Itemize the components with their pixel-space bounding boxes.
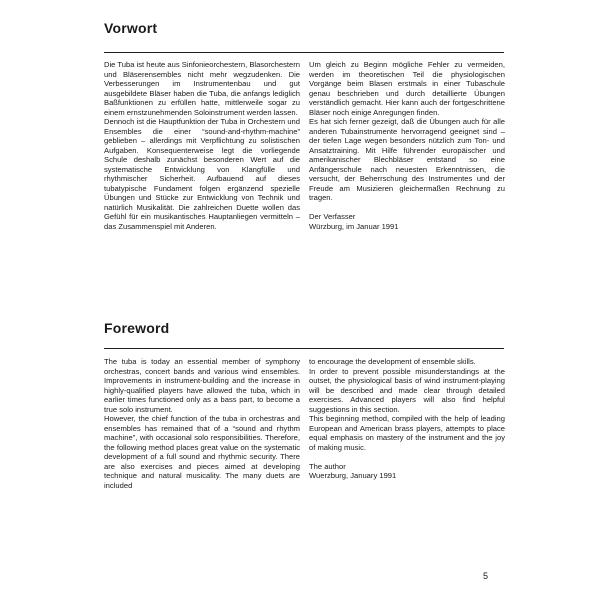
place-date: Wuerzburg, January 1991 xyxy=(309,471,397,480)
foreword-divider xyxy=(104,348,504,349)
paragraph: Dennoch ist die Hauptfunktion der Tuba in Orchestern und Ensembles die einer “sound-and-rhythm-machine” geblieben – allerdings mit Verpflichtung zu solistischen Aufgaben. Konsequenterweise legt die vorliegende Schule deshalb zunächst besonderen Wert auf die systematische Entwicklung von Klangfülle und rhythmischer Sicherheit. Aufbauend auf dieses tubatypische Fundament folgen ergänzend spezielle Übungen und Stücke zur Entwicklung von Technik und natürlich Musikalität. Die zahlreichen Duette wollen das Gefühl für ein musikantisches Hauptanliegen vermitteln – das Zusammenspiel mit Anderen. xyxy=(104,117,300,231)
vorwort-divider xyxy=(104,52,504,53)
vorwort-right-column xyxy=(309,60,505,231)
paragraph: to encourage the development of ensemble skills. xyxy=(309,357,476,366)
foreword-left-column xyxy=(104,357,300,490)
paragraph: Es hat sich ferner gezeigt, daß die Übungen auch für alle anderen Tubainstrumente hervorragend geeignet sind – der tiefen Lage wegen besonders nützlich zum Ton- und Ansatztraining. Mit Hilfe führender europäischer und amerikanischer Blechbläser entstand so eine Anfängerschule nach neuesten Erkenntnissen, die versucht, der Beherrschung des Instrumentes und der Freude am Musizieren gleichermaßen Rechnung zu tragen. xyxy=(309,117,505,202)
place-date: Würzburg, im Januar 1991 xyxy=(309,221,399,231)
foreword-right-column xyxy=(309,357,505,481)
paragraph: In order to prevent possible misunderstandings at the outset, the physiological basis of wind instrument-playing will be described and made clear through detailed exercises. Advanced players will also find helpful suggestions in this section. xyxy=(309,366,505,414)
vorwort-left-column xyxy=(104,60,300,231)
paragraph: Die Tuba ist heute aus Sinfonieorchestern, Blasorchestern und Bläserensembles nicht mehr wegzudenken. Die Verbesserungen im Instrumentenbau und gut ausgebildete Bläser haben die Tuba, die anfangs lediglich Baßfunktionen zu erfüllen hatte, mittlerweile sogar zu einem ernstzunehmenden Soloinstrument werden lassen. xyxy=(104,60,300,117)
vorwort-heading: Vorwort xyxy=(104,20,158,36)
author-signature: The author xyxy=(309,461,346,471)
page-number: 5 xyxy=(483,571,489,581)
paragraph: The tuba is today an essential member of symphony orchestras, concert bands and various wind ensembles. Improvements in instrument-building and the increase in highly-qualified players have allowed the tuba, which in earlier times functioned only as a bass part, to become a true solo instrument. xyxy=(104,357,300,414)
author-signature: Der Verfasser xyxy=(309,212,356,221)
paragraph: Um gleich zu Beginn mögliche Fehler zu vermeiden, werden im theoretischen Teil die physiologischen Vorgänge beim Blasen erstmals in einer Tubaschule genau beschrieben und durch detaillierte Übungen verständlich gemacht. Hier kann auch der fortgeschrittene Bläser noch einige Anregungen finden. xyxy=(309,60,505,117)
foreword-heading: Foreword xyxy=(104,320,170,336)
paragraph: However, the chief function of the tuba in orchestras and ensembles has remained that of a “sound and rhythm machine”, with occasional solo responsibilities. Therefore, the following method places great value on the systematic development of a full sound and rhythmic security. There are also exercises and pieces aimed at developing technique and natural musicality. The many duets are included xyxy=(104,414,300,490)
paragraph: This beginning method, compiled with the help of leading European and American brass players, attempts to place equal emphasis on mastery of the instrument and the joy of making music. xyxy=(309,414,505,452)
